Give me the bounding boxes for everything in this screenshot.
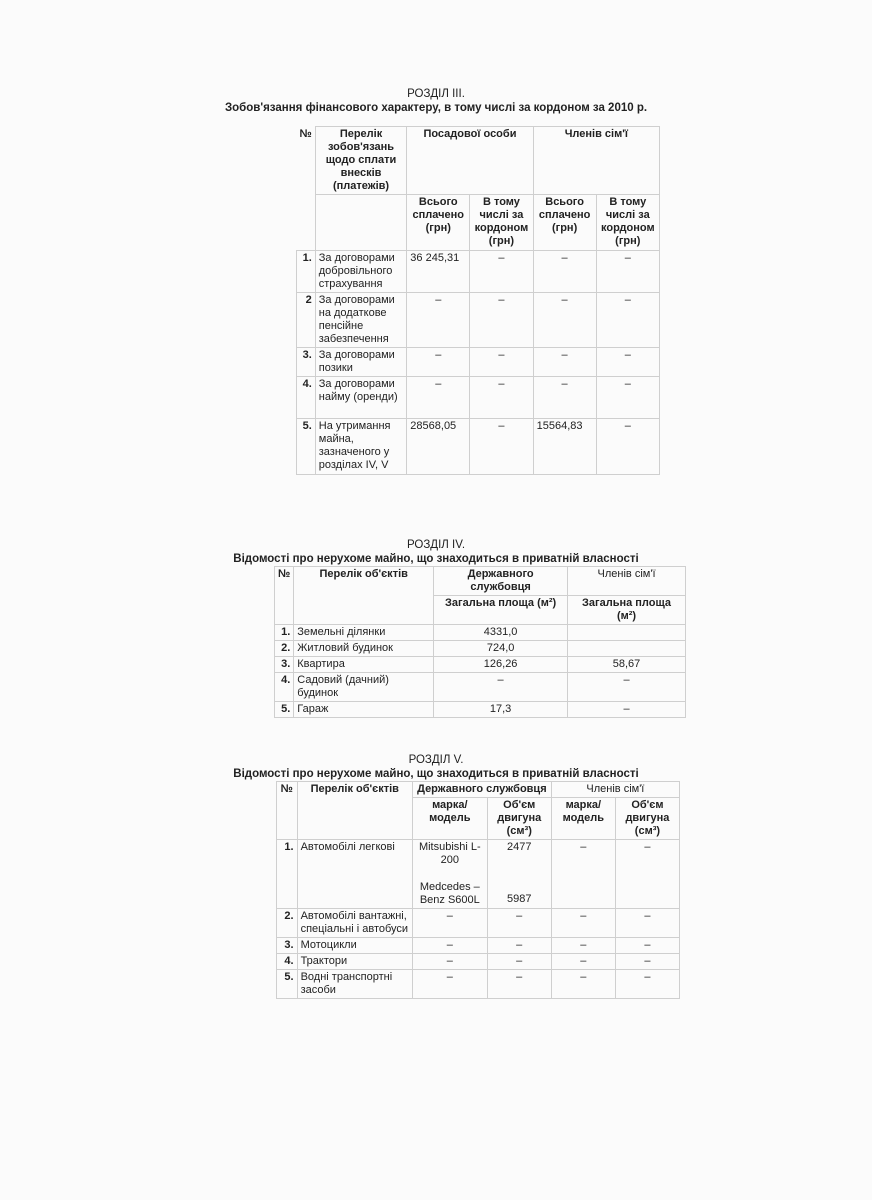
s4-header-no: № [275, 567, 294, 625]
s3-header-list: Перелік зобов'язань щодо сплати внесків (платежів) [315, 127, 407, 195]
cell-engine: – [487, 970, 551, 999]
row-name: За договорами позики [315, 348, 407, 377]
s3-header-family-total: Всього сплачено (грн) [533, 195, 596, 251]
s4-header-area-family: Загальна площа (м²) [568, 596, 686, 625]
table-row [275, 702, 686, 718]
row-number: 4. [277, 954, 298, 970]
car-engine-2: 5987 [507, 893, 532, 905]
cell-family-abroad: – [596, 348, 659, 377]
cell-official-abroad: – [470, 419, 533, 475]
car-engine-1: 2477 [507, 841, 532, 853]
cell-family-area: – [568, 673, 686, 702]
row-name: Автомобілі вантажні, спеціальні і автобуси [297, 909, 412, 938]
s5-header-no: № [277, 782, 298, 840]
cell-family-engine: – [615, 909, 679, 938]
cell-family-total: 15564,83 [533, 419, 596, 475]
cell-official-total: 36 245,31 [407, 251, 470, 293]
s3-header-official-total: Всього сплачено (грн) [407, 195, 470, 251]
section-4-table [274, 566, 686, 718]
cell-official-total: – [407, 348, 470, 377]
row-name: Житловий будинок [294, 641, 434, 657]
cell-official-abroad: – [470, 293, 533, 348]
row-name: Земельні ділянки [294, 625, 434, 641]
cell-family-total: – [533, 251, 596, 293]
row-number: 4. [297, 377, 316, 419]
cell-model: – [412, 938, 487, 954]
row-name: За договорами найму (оренди) [315, 377, 407, 419]
s3-header-official-abroad: В тому числі за кордоном (грн) [470, 195, 533, 251]
row-name: Автомобілі легкові [297, 840, 412, 909]
s3-header-family-abroad: В тому числі за кордоном (грн) [596, 195, 659, 251]
row-number: 2. [275, 641, 294, 657]
cell-family-engine: – [615, 970, 679, 999]
section-3-title [0, 87, 872, 115]
table-row [277, 909, 680, 938]
table-row [277, 840, 680, 909]
section-4-heading: РОЗДІЛ IV. [406, 539, 466, 551]
table-row [297, 251, 660, 293]
table-row [297, 348, 660, 377]
cell-family-engine: – [615, 954, 679, 970]
section-4-subtitle: Відомості про нерухоме майно, що знаходиться в приватній власності [233, 553, 639, 565]
s5-header-model: марка/ модель [412, 798, 487, 840]
car-model-2: Medcedes – Benz S600L [419, 881, 480, 906]
cell-family-total: – [533, 377, 596, 419]
row-number: 1. [275, 625, 294, 641]
s5-header-model-family: марка/ модель [551, 798, 615, 840]
cell-servant-area: 126,26 [434, 657, 568, 673]
s4-header-servant: Державного службовця [434, 567, 568, 596]
row-name: Гараж [294, 702, 434, 718]
cell-engine: – [487, 954, 551, 970]
s5-header-engine: Об'єм двигуна (см³) [487, 798, 551, 840]
cell-family-abroad: – [596, 251, 659, 293]
table-row [275, 673, 686, 702]
s4-header-area-servant: Загальна площа (м²) [434, 596, 568, 625]
cell-family-area: 58,67 [568, 657, 686, 673]
row-number: 2. [277, 909, 298, 938]
cell-family-engine: – [615, 840, 679, 909]
car-model-1: Mitsubishi L-200 [418, 841, 481, 866]
cell-family-area [568, 641, 686, 657]
row-number: 4. [275, 673, 294, 702]
cell-model: – [412, 954, 487, 970]
cell-servant-area: 17,3 [434, 702, 568, 718]
cell-engine [487, 840, 551, 909]
table-row [277, 938, 680, 954]
row-number: 2 [297, 293, 316, 348]
table-row [277, 970, 680, 999]
cell-official-total: – [407, 293, 470, 348]
row-number: 3. [297, 348, 316, 377]
row-number: 5. [275, 702, 294, 718]
table-row [297, 293, 660, 348]
s3-header-family: Членів сім'ї [533, 127, 659, 195]
cell-official-abroad: – [470, 377, 533, 419]
cell-family-area: – [568, 702, 686, 718]
s3-header-official: Посадової особи [407, 127, 533, 195]
section-5-table [276, 781, 680, 999]
cell-engine: – [487, 938, 551, 954]
row-name: Квартира [294, 657, 434, 673]
table-row [297, 419, 660, 475]
cell-family-total: – [533, 293, 596, 348]
row-number: 5. [297, 419, 316, 475]
cell-family-model: – [551, 938, 615, 954]
row-name: За договорами добровільного страхування [315, 251, 407, 293]
cell-family-engine: – [615, 938, 679, 954]
row-number: 3. [277, 938, 298, 954]
cell-official-total: 28568,05 [407, 419, 470, 475]
row-name: На утримання майна, зазначеного у розділах IV, V [315, 419, 407, 475]
cell-servant-area: – [434, 673, 568, 702]
row-number: 1. [297, 251, 316, 293]
cell-family-model: – [551, 970, 615, 999]
row-number: 1. [277, 840, 298, 909]
row-name: Трактори [297, 954, 412, 970]
section-3-subtitle: Зобов'язання фінансового характеру, в тому числі за кордоном за 2010 р. [224, 102, 648, 114]
cell-family-model: – [551, 954, 615, 970]
table-row [277, 954, 680, 970]
row-name: За договорами на додаткове пенсійне забезпечення [315, 293, 407, 348]
table-row [297, 377, 660, 419]
cell-official-abroad: – [470, 251, 533, 293]
s5-header-servant: Державного службовця [412, 782, 551, 798]
cell-family-abroad: – [596, 419, 659, 475]
cell-family-abroad: – [596, 293, 659, 348]
cell-family-abroad: – [596, 377, 659, 419]
section-3-heading: РОЗДІЛ ІІІ. [407, 88, 465, 100]
cell-servant-area: 4331,0 [434, 625, 568, 641]
cell-official-total: – [407, 377, 470, 419]
section-5-heading: РОЗДІЛ V. [408, 754, 464, 766]
row-name: Садовий (дачний) будинок [294, 673, 434, 702]
section-5-title [0, 753, 872, 781]
cell-servant-area: 724,0 [434, 641, 568, 657]
table-row [275, 625, 686, 641]
s5-header-list: Перелік об'єктів [297, 782, 412, 840]
row-number: 5. [277, 970, 298, 999]
section-5-subtitle: Відомості про нерухоме майно, що знаходиться в приватній власності [233, 768, 639, 780]
table-row [275, 657, 686, 673]
s5-header-engine-family: Об'єм двигуна (см³) [615, 798, 679, 840]
section-3-table [296, 126, 660, 475]
cell-model [412, 840, 487, 909]
s4-header-list: Перелік об'єктів [294, 567, 434, 625]
s3-header-empty [315, 195, 407, 251]
s5-header-family: Членів сім'ї [551, 782, 679, 798]
cell-model: – [412, 909, 487, 938]
cell-official-abroad: – [470, 348, 533, 377]
row-number: 3. [275, 657, 294, 673]
table-row [275, 641, 686, 657]
cell-family-model: – [551, 909, 615, 938]
cell-engine: – [487, 909, 551, 938]
row-name: Мотоцикли [297, 938, 412, 954]
cell-family-model: – [551, 840, 615, 909]
section-4-title [0, 538, 872, 566]
row-name: Водні транспортні засоби [297, 970, 412, 999]
s3-header-no: № [299, 127, 312, 140]
cell-model: – [412, 970, 487, 999]
cell-family-total: – [533, 348, 596, 377]
cell-family-area [568, 625, 686, 641]
s4-header-family: Членів сім'ї [568, 567, 686, 596]
